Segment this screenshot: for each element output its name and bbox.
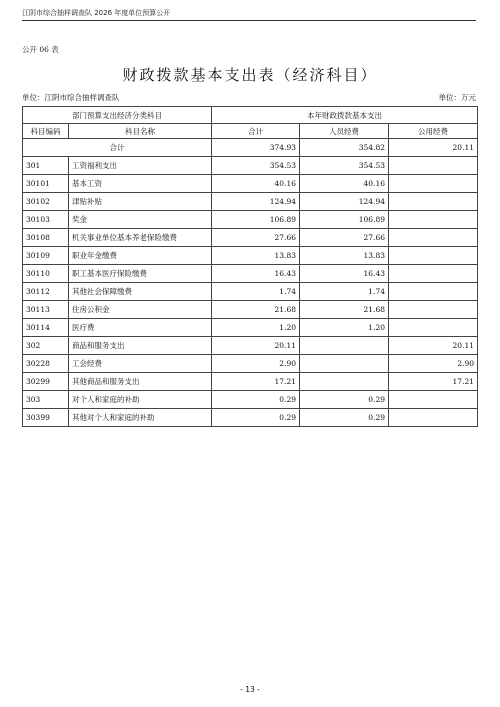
- total-label: 合计: [23, 139, 212, 157]
- cell-code: 30102: [23, 193, 69, 211]
- cell-personnel: 124.94: [300, 193, 389, 211]
- table-header-row: [23, 124, 478, 139]
- cell-name: 职工基本医疗保险缴费: [69, 265, 212, 283]
- table-row: [23, 283, 478, 301]
- cell-code: 302: [23, 337, 69, 355]
- total-value: 374.93: [212, 139, 300, 157]
- total-personnel: 354.82: [300, 139, 389, 157]
- header-personnel: 人员经费: [300, 124, 389, 139]
- total-row: [23, 139, 478, 157]
- table-row: [23, 211, 478, 229]
- cell-public: [389, 193, 478, 211]
- cell-total: 17.21: [212, 373, 300, 391]
- cell-total: 20.11: [212, 337, 300, 355]
- cell-code: 30399: [23, 409, 69, 427]
- cell-total: 13.83: [212, 247, 300, 265]
- table-row: [23, 337, 478, 355]
- cell-name: 住房公积金: [69, 301, 212, 319]
- cell-code: 30112: [23, 283, 69, 301]
- cell-total: 2.90: [212, 355, 300, 373]
- cell-code: 30114: [23, 319, 69, 337]
- cell-code: 303: [23, 391, 69, 409]
- currency-unit: 单位：万元: [438, 93, 476, 102]
- cell-code: 30108: [23, 229, 69, 247]
- page-title: 财政拨款基本支出表（经济科目）: [122, 66, 378, 84]
- page-number: - 13 -: [240, 685, 260, 694]
- cell-name: 职业年金缴费: [69, 247, 212, 265]
- cell-code: 30101: [23, 175, 69, 193]
- cell-public: [389, 409, 478, 427]
- cell-personnel: 40.16: [300, 175, 389, 193]
- cell-code: 30113: [23, 301, 69, 319]
- cell-public: 20.11: [389, 337, 478, 355]
- table-row: [23, 301, 478, 319]
- table-row: [23, 409, 478, 427]
- cell-name: 其他对个人和家庭的补助: [69, 409, 212, 427]
- cell-code: 30299: [23, 373, 69, 391]
- cell-public: [389, 319, 478, 337]
- running-header: 江阴市综合抽样调查队 2026 年度单位预算公开: [22, 9, 171, 17]
- cell-personnel: 1.20: [300, 319, 389, 337]
- table-row: [23, 229, 478, 247]
- cell-name: 对个人和家庭的补助: [69, 391, 212, 409]
- cell-public: [389, 175, 478, 193]
- cell-total: 124.94: [212, 193, 300, 211]
- cell-personnel: [300, 337, 389, 355]
- total-public: 20.11: [389, 139, 478, 157]
- cell-total: 1.20: [212, 319, 300, 337]
- table-row: [23, 193, 478, 211]
- table-row: [23, 373, 478, 391]
- table-row: [23, 391, 478, 409]
- table-row: [23, 247, 478, 265]
- cell-name: 津贴补贴: [69, 193, 212, 211]
- cell-public: [389, 211, 478, 229]
- cell-personnel: 0.29: [300, 409, 389, 427]
- table-header-group-row: [23, 107, 478, 124]
- table-row: [23, 175, 478, 193]
- cell-name: 工资福利支出: [69, 157, 212, 175]
- cell-name: 基本工资: [69, 175, 212, 193]
- header-rule: [22, 20, 476, 21]
- cell-personnel: 13.83: [300, 247, 389, 265]
- cell-public: [389, 229, 478, 247]
- cell-personnel: 1.74: [300, 283, 389, 301]
- cell-personnel: 16.43: [300, 265, 389, 283]
- cell-personnel: 0.29: [300, 391, 389, 409]
- header-name: 科目名称: [69, 124, 212, 139]
- cell-public: [389, 265, 478, 283]
- cell-public: 2.90: [389, 355, 478, 373]
- cell-public: 17.21: [389, 373, 478, 391]
- cell-total: 106.89: [212, 211, 300, 229]
- cell-total: 354.53: [212, 157, 300, 175]
- header-code: 科目编码: [23, 124, 69, 139]
- table-row: [23, 319, 478, 337]
- cell-total: 0.29: [212, 391, 300, 409]
- cell-code: 30110: [23, 265, 69, 283]
- cell-total: 1.74: [212, 283, 300, 301]
- cell-name: 工会经费: [69, 355, 212, 373]
- cell-personnel: [300, 373, 389, 391]
- cell-name: 其他社会保障缴费: [69, 283, 212, 301]
- cell-code: 301: [23, 157, 69, 175]
- cell-name: 奖金: [69, 211, 212, 229]
- cell-public: [389, 391, 478, 409]
- cell-code: 30228: [23, 355, 69, 373]
- cell-name: 机关事业单位基本养老保险缴费: [69, 229, 212, 247]
- cell-public: [389, 157, 478, 175]
- cell-total: 21.68: [212, 301, 300, 319]
- table-row: [23, 265, 478, 283]
- cell-code: 30109: [23, 247, 69, 265]
- header-public: 公用经费: [389, 124, 478, 139]
- cell-public: [389, 283, 478, 301]
- cell-name: 其他商品和服务支出: [69, 373, 212, 391]
- table-code: 公开 06 表: [22, 45, 59, 54]
- cell-total: 27.66: [212, 229, 300, 247]
- cell-total: 16.43: [212, 265, 300, 283]
- cell-public: [389, 247, 478, 265]
- cell-total: 0.29: [212, 409, 300, 427]
- budget-table: [22, 106, 478, 427]
- table-row: [23, 157, 478, 175]
- cell-personnel: [300, 355, 389, 373]
- header-classification: 部门预算支出经济分类科目: [23, 107, 212, 124]
- cell-personnel: 27.66: [300, 229, 389, 247]
- header-basic-expenditure: 本年财政拨款基本支出: [212, 107, 478, 124]
- table-row: [23, 355, 478, 373]
- cell-name: 商品和服务支出: [69, 337, 212, 355]
- cell-personnel: 21.68: [300, 301, 389, 319]
- cell-name: 医疗费: [69, 319, 212, 337]
- cell-personnel: 354.53: [300, 157, 389, 175]
- cell-total: 40.16: [212, 175, 300, 193]
- cell-public: [389, 301, 478, 319]
- cell-personnel: 106.89: [300, 211, 389, 229]
- unit-name: 单位：江阴市综合抽样调查队: [22, 93, 120, 102]
- cell-code: 30103: [23, 211, 69, 229]
- header-total: 合计: [212, 124, 300, 139]
